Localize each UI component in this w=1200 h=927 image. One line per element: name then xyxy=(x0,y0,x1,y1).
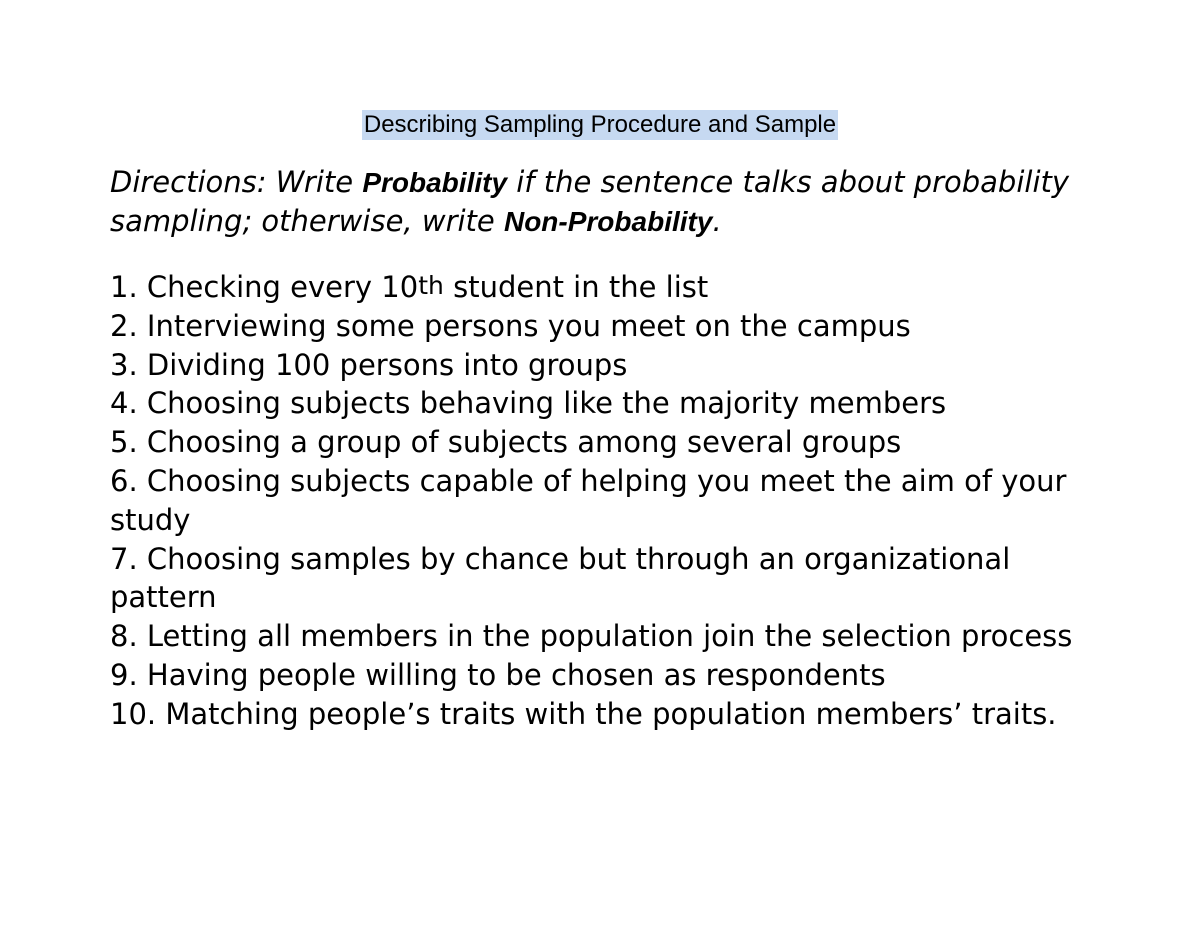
directions-text xyxy=(110,163,1110,241)
list-item xyxy=(110,540,1100,618)
item-number: 3. xyxy=(110,347,138,382)
item-text: Choosing samples by chance but through an organizational pattern xyxy=(110,541,1011,615)
directions-part-1: Directions: Write xyxy=(110,165,363,199)
list-item xyxy=(110,617,1100,656)
item-number: 9. xyxy=(110,657,138,692)
directions-part-3: . xyxy=(712,204,722,238)
item-text: Choosing a group of subjects among several groups xyxy=(146,425,902,460)
directions-term-non-probability: Non-Probability xyxy=(503,206,713,237)
item-text: Checking every 10 xyxy=(146,270,419,304)
item-list xyxy=(110,268,1100,734)
list-item xyxy=(110,695,1100,734)
list-item xyxy=(110,268,1100,307)
item-text: Choosing subjects behaving like the majority members xyxy=(146,386,947,421)
item-number: 10. xyxy=(110,696,157,731)
item-number: 8. xyxy=(110,619,138,654)
list-item xyxy=(110,656,1100,695)
list-item xyxy=(110,423,1100,462)
item-number: 7. xyxy=(110,541,138,576)
document-title: Describing Sampling Procedure and Sample xyxy=(363,111,837,138)
item-text: Letting all members in the population join the selection process xyxy=(146,619,1073,654)
item-text-after: student in the list xyxy=(443,270,709,304)
title-container xyxy=(0,110,1200,140)
item-number: 5. xyxy=(110,425,138,460)
item-number: 1. xyxy=(110,270,138,304)
list-item xyxy=(110,384,1100,423)
list-item xyxy=(110,346,1100,385)
item-number: 4. xyxy=(110,386,138,421)
item-text: Having people willing to be chosen as respondents xyxy=(146,657,886,692)
item-text: Dividing 100 persons into groups xyxy=(146,347,628,382)
directions-part-2: if the sentence talks about probability sampling; otherwise, write xyxy=(110,165,1070,238)
item-text: Matching people’s traits with the population members’ traits. xyxy=(165,696,1057,731)
item-superscript: th xyxy=(418,271,444,300)
list-item xyxy=(110,307,1100,346)
item-number: 6. xyxy=(110,463,138,498)
list-item xyxy=(110,462,1100,540)
item-text: Choosing subjects capable of helping you meet the aim of your study xyxy=(110,463,1067,537)
directions-term-probability: Probability xyxy=(362,167,508,198)
item-text: Interviewing some persons you meet on the campus xyxy=(146,308,911,343)
item-number: 2. xyxy=(110,308,138,343)
